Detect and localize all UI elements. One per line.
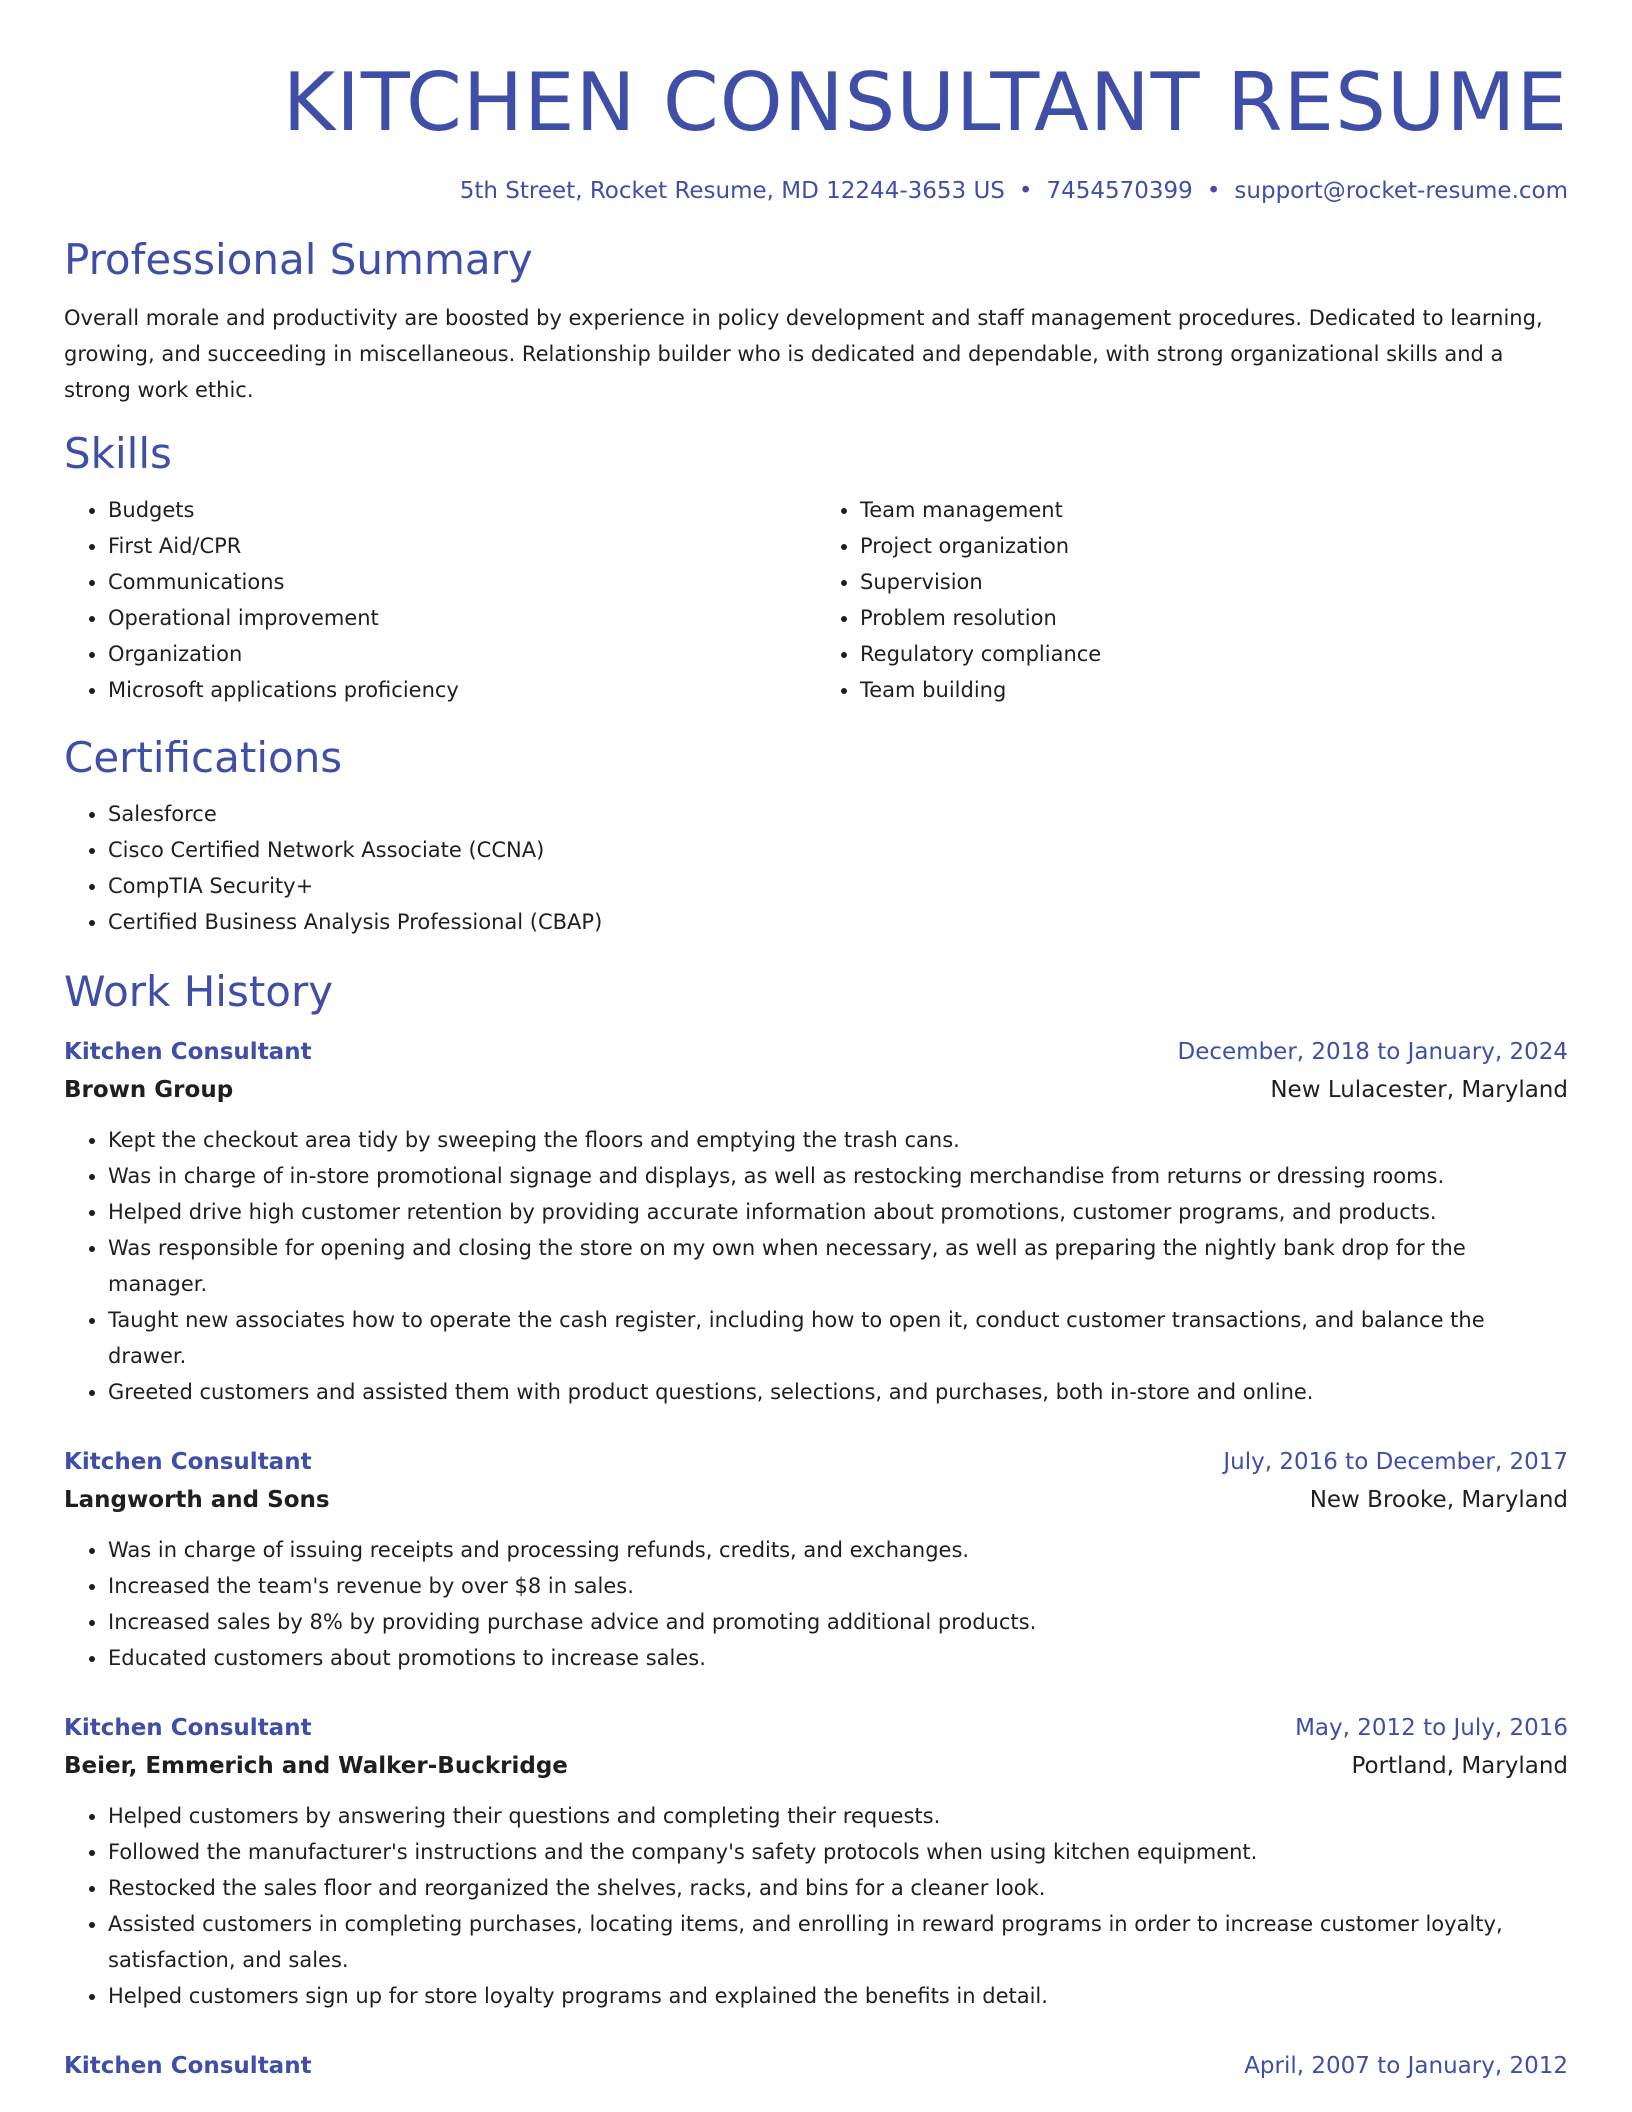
- job-duty-item: • Increased the team's revenue by over $8 in sales.: [108, 1568, 1568, 1604]
- skill-item: • Supervision: [860, 564, 1568, 600]
- skill-item: • Team management: [860, 492, 1568, 528]
- job-title: Kitchen Consultant: [64, 1039, 312, 1065]
- job-duty-item: • Helped customers by answering their questions and completing their requests.: [108, 1798, 1568, 1834]
- job-title: Kitchen Consultant: [64, 1449, 312, 1475]
- job-duty-item: • Was in charge of in-store promotional signage and displays, as well as restocking merchandise from returns or dressing rooms.: [108, 1158, 1568, 1194]
- job-entry: [64, 1710, 1568, 2014]
- job-duties: [64, 1532, 1568, 1676]
- certification-item: • CompTIA Security+: [108, 868, 1568, 904]
- skill-item: • Organization: [108, 636, 816, 672]
- contact-phone: 7454570399: [1046, 178, 1193, 204]
- job-dates: May, 2012 to July, 2016: [1295, 1715, 1568, 1741]
- job-duty-item: • Followed the manufacturer's instructions and the company's safety protocols when using kitchen equipment.: [108, 1834, 1568, 1870]
- job-duty-item: • Helped drive high customer retention by providing accurate information about promotions, customer programs, and products.: [108, 1194, 1568, 1230]
- job-entry: [64, 1034, 1568, 1410]
- contact-separator: •: [1206, 178, 1221, 204]
- certification-item: • Salesforce: [108, 796, 1568, 832]
- job-location: New Lulacester, Maryland: [1270, 1077, 1568, 1103]
- certifications-list: [64, 796, 1568, 940]
- skill-item: • Team building: [860, 672, 1568, 708]
- skill-item: • Operational improvement: [108, 600, 816, 636]
- job-company: Brown Group: [64, 1077, 234, 1103]
- job-duties: [64, 1798, 1568, 2014]
- skills-list: [64, 492, 1568, 708]
- certification-item: • Certified Business Analysis Professional (CBAP): [108, 904, 1568, 940]
- contact-line: [64, 174, 1568, 208]
- job-entry: [64, 2048, 1568, 2084]
- summary-heading: Professional Summary: [64, 235, 533, 284]
- job-duty-item: • Kept the checkout area tidy by sweeping the floors and emptying the trash cans.: [108, 1122, 1568, 1158]
- skill-item: • Regulatory compliance: [860, 636, 1568, 672]
- job-duty-item: • Educated customers about promotions to increase sales.: [108, 1640, 1568, 1676]
- skill-item: • Budgets: [108, 492, 816, 528]
- job-duty-item: • Increased sales by 8% by providing purchase advice and promoting additional products.: [108, 1604, 1568, 1640]
- job-duty-item: • Was in charge of issuing receipts and processing refunds, credits, and exchanges.: [108, 1532, 1568, 1568]
- job-duty-item: • Assisted customers in completing purchases, locating items, and enrolling in reward programs in order to increase customer loyalty, satisfaction, and sales.: [108, 1906, 1568, 1978]
- job-location: Portland, Maryland: [1351, 1753, 1568, 1779]
- job-company: Langworth and Sons: [64, 1487, 330, 1513]
- skills-column-right: [816, 492, 1568, 708]
- job-duty-item: • Taught new associates how to operate the cash register, including how to open it, conduct customer transactions, and balance the drawer.: [108, 1302, 1568, 1374]
- skill-item: • First Aid/CPR: [108, 528, 816, 564]
- job-title: Kitchen Consultant: [64, 1715, 312, 1741]
- job-duty-item: • Helped customers sign up for store loyalty programs and explained the benefits in detail.: [108, 1978, 1568, 2014]
- summary-text: Overall morale and productivity are boosted by experience in policy development and staff management procedures. Dedicated to learning, growing, and succeeding in miscellaneous. Relationship builder who is dedicated and dependable, with strong organizational skills and a strong work ethic.: [64, 306, 1543, 402]
- job-company: Beier, Emmerich and Walker-Buckridge: [64, 1753, 568, 1779]
- job-duties: [64, 1122, 1568, 1410]
- skill-item: • Project organization: [860, 528, 1568, 564]
- skill-item: • Problem resolution: [860, 600, 1568, 636]
- job-dates: December, 2018 to January, 2024: [1177, 1039, 1568, 1065]
- certifications-heading: Certifications: [64, 733, 343, 782]
- job-duty-item: • Restocked the sales floor and reorganized the shelves, racks, and bins for a cleaner look.: [108, 1870, 1568, 1906]
- contact-separator: •: [1018, 178, 1033, 204]
- work-history-heading: Work History: [64, 967, 334, 1016]
- job-entry: [64, 1444, 1568, 1676]
- job-title: Kitchen Consultant: [64, 2053, 312, 2079]
- job-location: New Brooke, Maryland: [1309, 1487, 1568, 1513]
- job-dates: April, 2007 to January, 2012: [1244, 2053, 1568, 2079]
- contact-email[interactable]: support@rocket-resume.com: [1234, 178, 1568, 204]
- skills-heading: Skills: [64, 429, 172, 478]
- certification-item: • Cisco Certified Network Associate (CCNA): [108, 832, 1568, 868]
- job-duty-item: • Greeted customers and assisted them with product questions, selections, and purchases, both in-store and online.: [108, 1374, 1568, 1410]
- skill-item: • Microsoft applications proficiency: [108, 672, 816, 708]
- resume-title: KITCHEN CONSULTANT RESUME: [282, 56, 1568, 149]
- job-dates: July, 2016 to December, 2017: [1223, 1449, 1568, 1475]
- skills-column-left: [64, 492, 816, 708]
- skill-item: • Communications: [108, 564, 816, 600]
- contact-address: 5th Street, Rocket Resume, MD 12244-3653 US: [459, 178, 1005, 204]
- job-duty-item: • Was responsible for opening and closing the store on my own when necessary, as well as preparing the nightly bank drop for the manager.: [108, 1230, 1568, 1302]
